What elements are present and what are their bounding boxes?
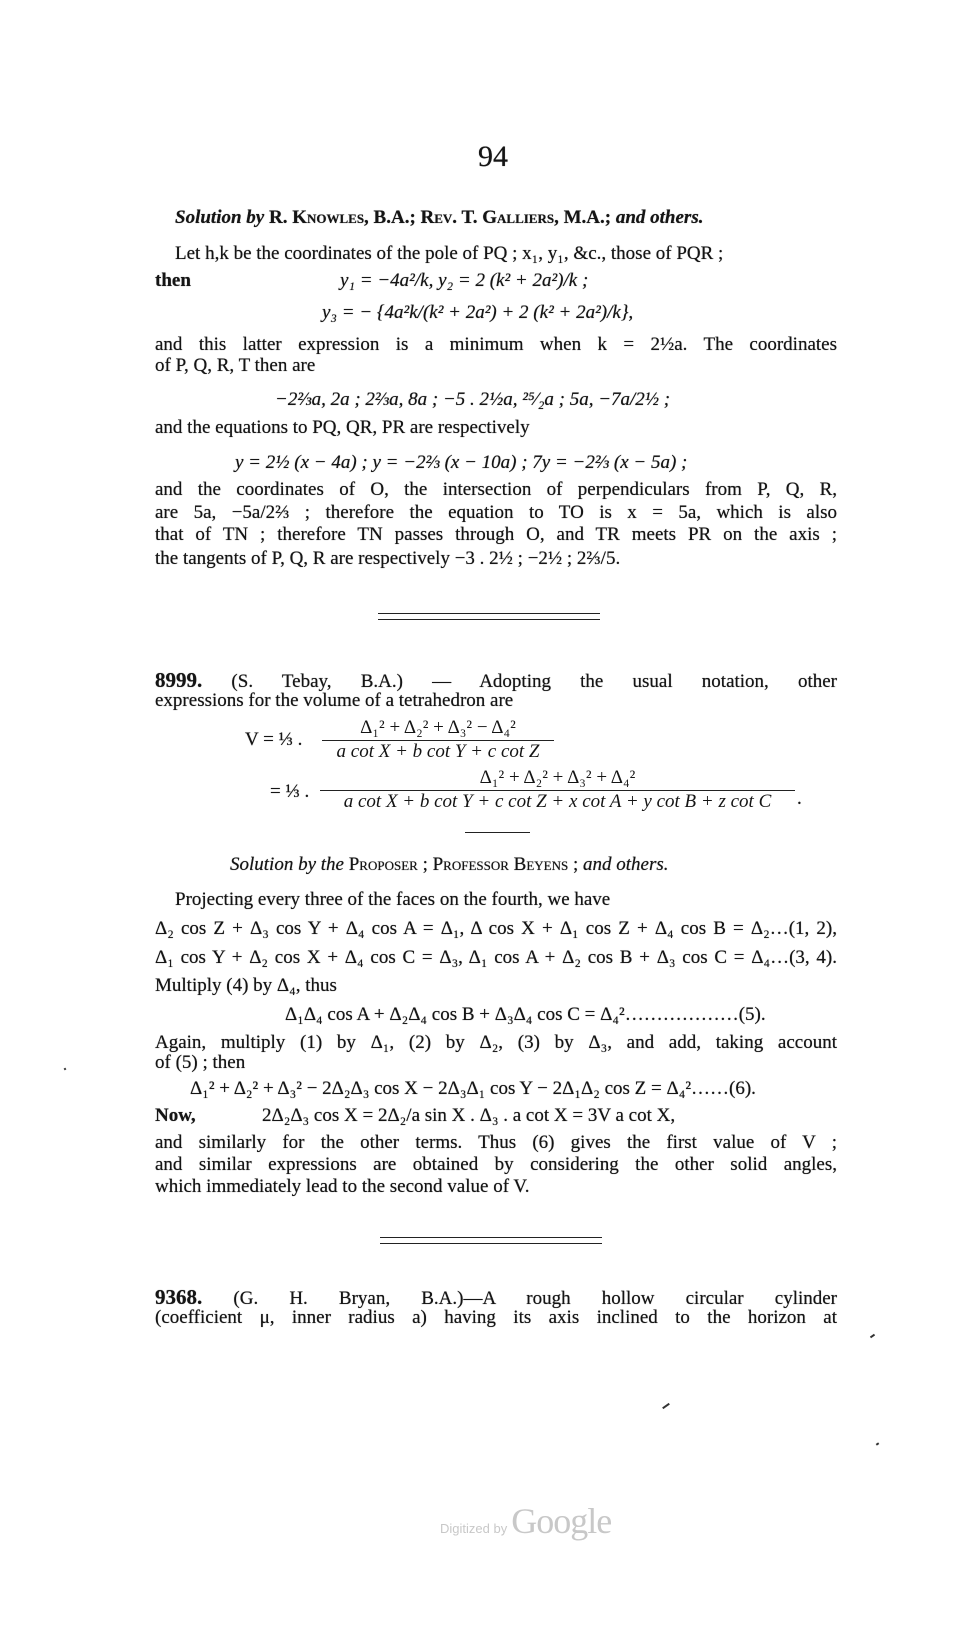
text-line: Projecting every three of the faces on the fourth, we have <box>175 889 611 910</box>
page-number: 94 <box>478 140 508 173</box>
solution-heading-1 <box>175 207 703 229</box>
text-line: and the equations to PQ, QR, PR are respectively <box>155 417 530 438</box>
scan-speck <box>64 1068 67 1071</box>
problem-9368-line2: (coefficient μ, inner radius a) having its axis inclined to the horizon at <box>155 1307 837 1328</box>
equation-lhs: = ⅓ . <box>270 781 310 802</box>
text-line: the tangents of P, Q, R are respectively −3 . 2½ ; −2½ ; 2⅔/5. <box>155 548 621 569</box>
short-divider <box>465 832 530 833</box>
text-line: Again, multiply (1) by Δ₁, (2) by Δ₂, (3) by Δ₃, and add, taking account <box>155 1032 837 1053</box>
scan-speck <box>870 1334 875 1339</box>
digitized-by-label: Digitized by <box>440 1521 508 1536</box>
heading-authors: R. Knowles, B.A.; Rev. T. Galliers, M.A.; <box>268 207 612 228</box>
equation: Δ₂ cos Z + Δ₃ cos Y + Δ₄ cos A = Δ₁, Δ cos X + Δ₁ cos Z + Δ₄ cos B = Δ₂…(1, 2), <box>155 918 837 939</box>
text-line: of P, Q, R, T then are <box>155 355 316 376</box>
text-line: Multiply (4) by Δ₄, thus <box>155 975 337 996</box>
denominator: a cot X + b cot Y + c cot Z + x cot A + y cot B + z cot C <box>343 791 772 812</box>
fraction <box>320 767 795 813</box>
heading-authors: Proposer ; Professor Beyens ; <box>348 854 579 875</box>
heading-suffix: and others. <box>615 207 704 228</box>
text-line: and similarly for the other terms. Thus (6) gives the first value of V ; <box>155 1132 837 1153</box>
section-divider <box>380 1237 602 1238</box>
heading-prefix: Solution by the <box>230 854 344 875</box>
fraction <box>322 717 554 763</box>
text-line: Let h,k be the coordinates of the pole of PQ ; x₁, y₁, &c., those of PQR ; <box>175 243 724 264</box>
problem-number: 8999. <box>155 668 203 692</box>
equation-lhs: V = ⅓ . <box>245 729 303 750</box>
heading-prefix: Solution by <box>175 207 265 228</box>
problem-8999-line2: expressions for the volume of a tetrahedron are <box>155 690 514 711</box>
text-line: and similar expressions are obtained by considering the other solid angles, <box>155 1154 837 1175</box>
scan-speck <box>876 1442 880 1445</box>
heading-suffix: and others. <box>583 854 669 875</box>
section-divider <box>380 1243 602 1244</box>
numerator: Δ₁² + Δ₂² + Δ₃² + Δ₄² <box>320 767 795 791</box>
equation-end: . <box>797 788 802 809</box>
text-line: Now, <box>155 1105 196 1126</box>
text-line: and this latter expression is a minimum when k = 2½a. The coordinates <box>155 334 837 355</box>
problem-text: (S. Tebay, B.A.) — Adopting the usual notation, other <box>231 671 838 692</box>
equation: Δ₁ cos Y + Δ₂ cos X + Δ₄ cos C = Δ₃, Δ₁ cos A + Δ₂ cos B + Δ₃ cos C = Δ₄…(3, 4). <box>155 947 837 968</box>
scan-speck <box>662 1403 670 1409</box>
problem-number: 9368. <box>155 1285 203 1309</box>
text-line: that of TN ; therefore TN passes through O, and TR meets PR on the axis ; <box>155 524 837 545</box>
equation: y₁ = −4a²/k, y₂ = 2 (k² + 2a²)/k ; <box>340 270 589 291</box>
text-line: and the coordinates of O, the intersection of perpendiculars from P, Q, R, <box>155 479 837 500</box>
google-logo: Google <box>511 1501 612 1541</box>
equation: y₃ = − {4a²k/(k² + 2a²) + 2 (k² + 2a²)/k}, <box>322 302 634 323</box>
solution-heading-2 <box>230 854 669 876</box>
equation: −2⅔a, 2a ; 2⅔a, 8a ; −5 . 2½a, ²⁵⁄₂a ; 5a, −7a/2½ ; <box>275 389 671 410</box>
digitized-by-google-watermark <box>440 1500 611 1542</box>
text-line: which immediately lead to the second value of V. <box>155 1176 530 1197</box>
denominator: a cot X + b cot Y + c cot Z <box>336 741 540 762</box>
equation: y = 2½ (x − 4a) ; y = −2⅔ (x − 10a) ; 7y = −2⅔ (x − 5a) ; <box>235 452 688 473</box>
equation: Δ₁Δ₄ cos A + Δ₂Δ₄ cos B + Δ₃Δ₄ cos C = Δ₄²………………(5). <box>285 1004 766 1025</box>
text-line: then <box>155 270 191 291</box>
numerator: Δ₁² + Δ₂² + Δ₃² − Δ₄² <box>322 717 554 741</box>
problem-text: (G. H. Bryan, B.A.)—A rough hollow circular cylinder <box>233 1288 838 1309</box>
section-divider <box>378 613 600 614</box>
equation: Δ₁² + Δ₂² + Δ₃² − 2Δ₂Δ₃ cos X − 2Δ₃Δ₁ cos Y − 2Δ₁Δ₂ cos Z = Δ₄²……(6). <box>190 1078 756 1099</box>
equation: 2Δ₂Δ₃ cos X = 2Δ₂/a sin X . Δ₃ . a cot X = 3V a cot X, <box>262 1105 676 1126</box>
section-divider <box>378 619 600 620</box>
text-line: are 5a, −5a/2⅔ ; therefore the equation to TO is x = 5a, which is also <box>155 502 837 523</box>
text-line: of (5) ; then <box>155 1052 246 1073</box>
